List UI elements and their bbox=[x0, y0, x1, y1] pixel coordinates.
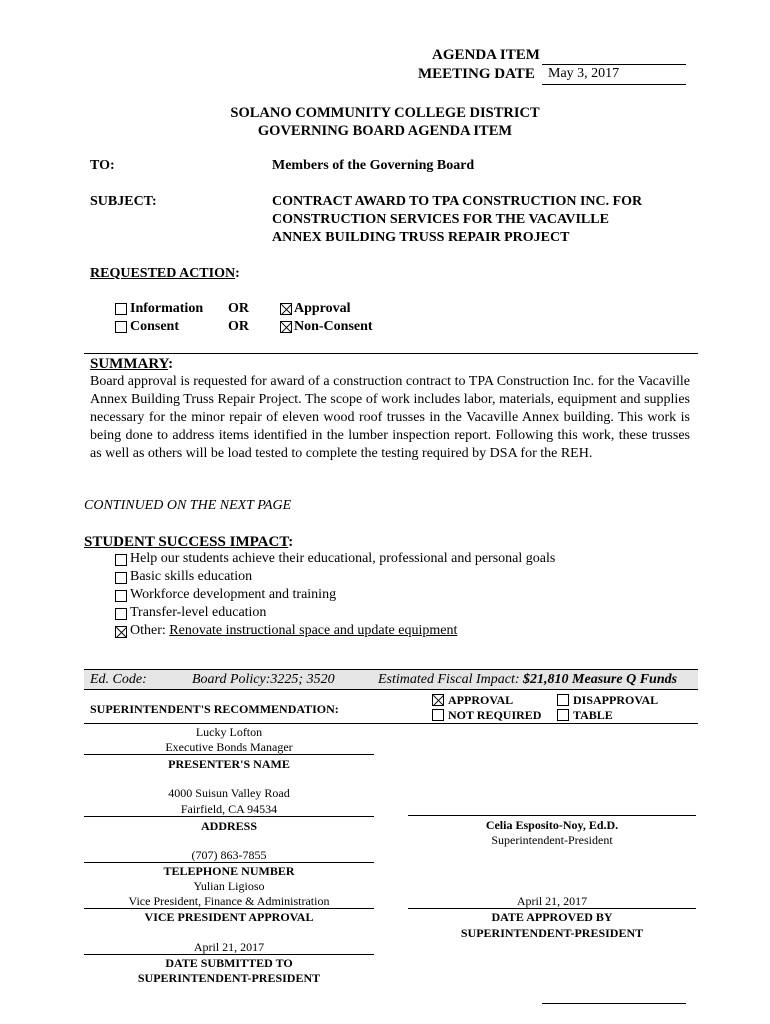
information-checkbox[interactable] bbox=[115, 303, 127, 315]
rec-not-required-label: NOT REQUIRED bbox=[448, 708, 542, 722]
subject-line-2: CONSTRUCTION SERVICES FOR THE VACAVILLE bbox=[272, 212, 609, 227]
meeting-date-value: May 3, 2017 bbox=[548, 66, 620, 81]
district-title: SOLANO COMMUNITY COLLEGE DISTRICT bbox=[230, 105, 540, 121]
agenda-item-underline bbox=[542, 64, 686, 65]
fiscal-impact-value: $21,810 Measure Q Funds bbox=[523, 672, 678, 687]
recommendation-label: SUPERINTENDENT'S RECOMMENDATION: bbox=[90, 702, 339, 716]
superintendent-signature-line bbox=[408, 815, 696, 816]
fiscal-impact-label: Estimated Fiscal Impact: bbox=[378, 672, 520, 687]
footer-line bbox=[542, 1003, 686, 1004]
summary-divider bbox=[84, 353, 698, 354]
subject-line-1: CONTRACT AWARD TO TPA CONSTRUCTION INC. FOR bbox=[272, 194, 643, 209]
transfer-label: Transfer-level education bbox=[130, 605, 267, 620]
phone-signature-line bbox=[84, 862, 374, 863]
student-success-colon: : bbox=[288, 534, 294, 550]
summary-label: SUMMARY bbox=[90, 356, 169, 372]
approved-date: April 21, 2017 bbox=[516, 894, 588, 908]
rec-approval-checkbox[interactable] bbox=[432, 694, 444, 706]
summary-text: Board approval is requested for award of a construction contract to TPA Construction Inc. for the Vacaville Annex Building Truss Repair Project. The scope of work includes labor, materials, equipment and supplies necessary for the minor repair of eleven wood roof trusses in the Vacaville Annex building. This work is being done to address items identified in the lumber inspection report. Following this work, these trusses as well as others will be load tested to complete the testing required by DSA for the REH. bbox=[90, 374, 690, 461]
goals-label: Help our students achieve their educational, professional and personal goals bbox=[130, 551, 556, 566]
goals-checkbox[interactable] bbox=[115, 554, 127, 566]
presenter-signature-line bbox=[84, 754, 374, 755]
rec-table-checkbox[interactable] bbox=[557, 709, 569, 721]
address-line-1: 4000 Suisun Valley Road bbox=[168, 786, 290, 800]
other-detail: Renovate instructional space and update equipment bbox=[169, 623, 458, 638]
vp-approval-label: VICE PRESIDENT APPROVAL bbox=[144, 910, 314, 924]
requested-action-heading bbox=[90, 266, 240, 282]
presenter-label: PRESENTER'S NAME bbox=[168, 757, 290, 771]
ed-code-label: Ed. Code: bbox=[90, 672, 147, 687]
or-label-2: OR bbox=[228, 319, 249, 334]
board-policy-label: Board Policy:3225; 3520 bbox=[192, 672, 335, 687]
student-success-label: STUDENT SUCCESS IMPACT bbox=[84, 534, 289, 550]
phone-label: TELEPHONE NUMBER bbox=[163, 864, 295, 878]
subject-line-3: ANNEX BUILDING TRUSS REPAIR PROJECT bbox=[272, 230, 570, 245]
approved-label-1: DATE APPROVED BY bbox=[491, 910, 613, 924]
presenter-title: Executive Bonds Manager bbox=[165, 740, 293, 754]
or-label-1: OR bbox=[228, 301, 249, 316]
rec-not-required-checkbox[interactable] bbox=[432, 709, 444, 721]
submitted-signature-line bbox=[84, 954, 374, 955]
basic-skills-checkbox[interactable] bbox=[115, 572, 127, 584]
summary-heading bbox=[90, 356, 173, 373]
to-value: Members of the Governing Board bbox=[272, 158, 475, 173]
rec-table-label: TABLE bbox=[573, 708, 613, 722]
approval-label: Approval bbox=[294, 301, 351, 316]
meeting-date-label: MEETING DATE bbox=[418, 66, 535, 82]
requested-action-label: REQUESTED ACTION bbox=[90, 266, 236, 281]
non-consent-label: Non-Consent bbox=[294, 319, 373, 334]
vp-signature-line bbox=[84, 908, 374, 909]
transfer-checkbox[interactable] bbox=[115, 608, 127, 620]
phone-number: (707) 863-7855 bbox=[191, 848, 267, 862]
other-item bbox=[130, 623, 457, 639]
other-checkbox[interactable] bbox=[115, 626, 127, 638]
agenda-item-label: AGENDA ITEM bbox=[432, 47, 540, 63]
approved-label-2: SUPERINTENDENT-PRESIDENT bbox=[460, 926, 644, 940]
address-line-2: Fairfield, CA 94534 bbox=[180, 802, 278, 816]
student-success-heading bbox=[84, 534, 293, 551]
vp-title: Vice President, Finance & Administration bbox=[128, 894, 330, 908]
information-label: Information bbox=[130, 301, 204, 316]
submitted-label-2: SUPERINTENDENT-PRESIDENT bbox=[137, 971, 321, 985]
consent-checkbox[interactable] bbox=[115, 321, 127, 333]
workforce-checkbox[interactable] bbox=[115, 590, 127, 602]
workforce-label: Workforce development and training bbox=[130, 587, 337, 602]
rec-disapproval-label: DISAPPROVAL bbox=[573, 693, 659, 707]
superintendent-title: Superintendent-President bbox=[491, 833, 613, 847]
subject-label: SUBJECT: bbox=[90, 194, 157, 209]
approval-checkbox[interactable] bbox=[280, 303, 292, 315]
address-label: ADDRESS bbox=[200, 819, 257, 833]
to-label: TO: bbox=[90, 158, 115, 173]
non-consent-checkbox[interactable] bbox=[280, 321, 292, 333]
meeting-date-underline bbox=[542, 84, 686, 85]
superintendent-name: Celia Esposito-Noy, Ed.D. bbox=[485, 818, 619, 832]
rec-approval-label: APPROVAL bbox=[448, 693, 514, 707]
vp-name: Yulian Ligioso bbox=[193, 879, 265, 893]
basic-skills-label: Basic skills education bbox=[130, 569, 253, 584]
approved-signature-line bbox=[408, 908, 696, 909]
recommendation-divider bbox=[84, 723, 698, 724]
agenda-title: GOVERNING BOARD AGENDA ITEM bbox=[257, 123, 513, 139]
address-signature-line bbox=[84, 816, 374, 817]
rec-disapproval-checkbox[interactable] bbox=[557, 694, 569, 706]
fiscal-impact bbox=[378, 672, 677, 688]
other-label: Other: bbox=[130, 623, 170, 638]
submitted-date: April 21, 2017 bbox=[193, 940, 265, 954]
summary-colon: : bbox=[168, 356, 174, 372]
requested-action-colon: : bbox=[235, 266, 240, 281]
submitted-label-1: DATE SUBMITTED TO bbox=[165, 956, 293, 970]
presenter-name: Lucky Lofton bbox=[195, 725, 263, 739]
continued-note: CONTINUED ON THE NEXT PAGE bbox=[84, 498, 292, 513]
consent-label: Consent bbox=[130, 319, 180, 334]
